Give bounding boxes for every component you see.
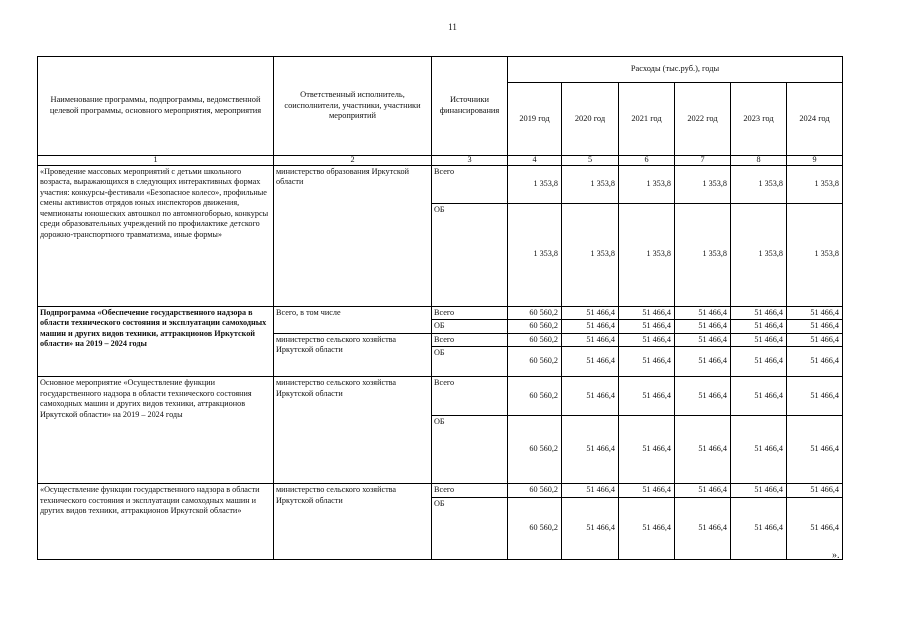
expenses-table [37,56,843,560]
expense-value: 51 466,4 [619,347,675,377]
header-year: 2020 год [562,83,619,156]
expense-value: 51 466,4 [675,377,731,416]
expense-value: 51 466,4 [619,306,675,320]
expense-value: 51 466,4 [675,484,731,498]
column-number: 4 [508,156,562,166]
expense-value: 51 466,4 [619,416,675,484]
activity-name: «Проведение массовых мероприятий с детьми школьного возраста, выражающихся в следующих интерактивных формах участия: конкурсы-фестивали «Безопасное колесо», профильные смены активистов отрядов юных инспекторов движения, чемпионаты юношеских автошкол по автомногоборью, конкурсы среди образовательных учреждений по профилактике детского дорожно-транспортного травматизма, иные формы» [38,165,274,306]
expense-value: 51 466,4 [562,416,619,484]
header-year: 2024 год [787,83,843,156]
column-number: 7 [675,156,731,166]
activity-name: «Осуществление функции государственного надзора в области технического состояния и эксплуатации самоходных машин и других видов техники, аттракционов Иркутской области» [38,484,274,560]
main-activity-name: Основное мероприятие «Осуществление функции государственного надзора в области технического состояния самоходных машин и других видов техники, аттракционов Иркутской области» на 2019 – 2024 годы [38,377,274,484]
expense-value: 51 466,4 [787,484,843,498]
expense-value: 1 353,8 [787,203,843,306]
expense-value: 51 466,4 [731,497,787,559]
expense-value: 1 353,8 [619,203,675,306]
closing-mark: ». [832,550,840,561]
expense-value: 51 466,4 [787,416,843,484]
column-number: 1 [38,156,274,166]
page-number: 11 [448,22,457,32]
expense-value: 51 466,4 [675,497,731,559]
column-number: 5 [562,156,619,166]
expense-value: 1 353,8 [619,165,675,203]
funding-source: Всего [432,377,508,416]
header-year: 2023 год [731,83,787,156]
header-expenses: Расходы (тыс.руб.), годы [508,57,843,83]
executor: министерство сельского хозяйства Иркутской области [274,333,432,377]
expense-value: 51 466,4 [787,320,843,334]
expense-value: 60 560,2 [508,416,562,484]
expense-value: 51 466,4 [619,333,675,347]
expense-value: 51 466,4 [731,320,787,334]
expense-value: 51 466,4 [731,347,787,377]
expense-value: 51 466,4 [675,347,731,377]
expense-value: 60 560,2 [508,333,562,347]
expense-value: 1 353,8 [731,203,787,306]
column-number: 6 [619,156,675,166]
column-number: 2 [274,156,432,166]
expense-value: 51 466,4 [731,484,787,498]
expense-value: 51 466,4 [619,320,675,334]
header-source: Источники финансирования [432,57,508,156]
expense-value: 51 466,4 [562,484,619,498]
expense-value: 51 466,4 [562,333,619,347]
expense-value: 51 466,4 [787,306,843,320]
expense-value: 60 560,2 [508,484,562,498]
funding-source: Всего [432,333,508,347]
expense-value: 51 466,4 [731,377,787,416]
expense-value: 60 560,2 [508,347,562,377]
funding-source: Всего [432,165,508,203]
expense-value: 51 466,4 [787,497,843,559]
expense-value: 1 353,8 [508,165,562,203]
expense-value: 51 466,4 [619,484,675,498]
expense-value: 1 353,8 [675,165,731,203]
expense-value: 1 353,8 [731,165,787,203]
executor: министерство сельского хозяйства Иркутской области [274,377,432,484]
column-number: 8 [731,156,787,166]
expense-value: 51 466,4 [562,347,619,377]
expense-value: 1 353,8 [787,165,843,203]
funding-source: ОБ [432,416,508,484]
expense-value: 51 466,4 [787,377,843,416]
expense-value: 51 466,4 [675,416,731,484]
subprogram-name: Подпрограмма «Обеспечение государственного надзора в области технического состояния и эксплуатации самоходных машин и других видов техники, аттракционов Иркутской области» на 2019 – 2024 годы [38,306,274,377]
expense-value: 51 466,4 [675,333,731,347]
header-year: 2019 год [508,83,562,156]
expense-value: 60 560,2 [508,320,562,334]
expense-value: 51 466,4 [731,306,787,320]
executor: Всего, в том числе [274,306,432,333]
expense-value: 51 466,4 [675,306,731,320]
expense-value: 60 560,2 [508,306,562,320]
expense-value: 51 466,4 [731,333,787,347]
header-year: 2022 год [675,83,731,156]
expense-value: 51 466,4 [562,306,619,320]
expense-value: 60 560,2 [508,377,562,416]
expense-value: 1 353,8 [562,165,619,203]
expense-value: 1 353,8 [508,203,562,306]
funding-source: ОБ [432,320,508,334]
column-number: 3 [432,156,508,166]
expense-value: 1 353,8 [562,203,619,306]
funding-source: ОБ [432,347,508,377]
funding-source: ОБ [432,203,508,306]
header-year: 2021 год [619,83,675,156]
header-name: Наименование программы, подпрограммы, ведомственной целевой программы, основного мероприятия, мероприятия [38,57,274,156]
funding-source: ОБ [432,497,508,559]
expense-value: 51 466,4 [562,377,619,416]
expense-value: 51 466,4 [731,416,787,484]
funding-source: Всего [432,484,508,498]
expense-value: 51 466,4 [562,320,619,334]
funding-source: Всего [432,306,508,320]
expense-value: 51 466,4 [619,377,675,416]
header-executor: Ответственный исполнитель, соисполнители, участники, участники мероприятий [274,57,432,156]
expense-value: 51 466,4 [619,497,675,559]
expense-value: 60 560,2 [508,497,562,559]
expense-value: 51 466,4 [675,320,731,334]
executor: министерство сельского хозяйства Иркутской области [274,484,432,560]
expense-value: 51 466,4 [787,347,843,377]
expense-value: 51 466,4 [562,497,619,559]
expense-value: 1 353,8 [675,203,731,306]
executor: министерство образования Иркутской области [274,165,432,306]
expense-value: 51 466,4 [787,333,843,347]
column-number: 9 [787,156,843,166]
